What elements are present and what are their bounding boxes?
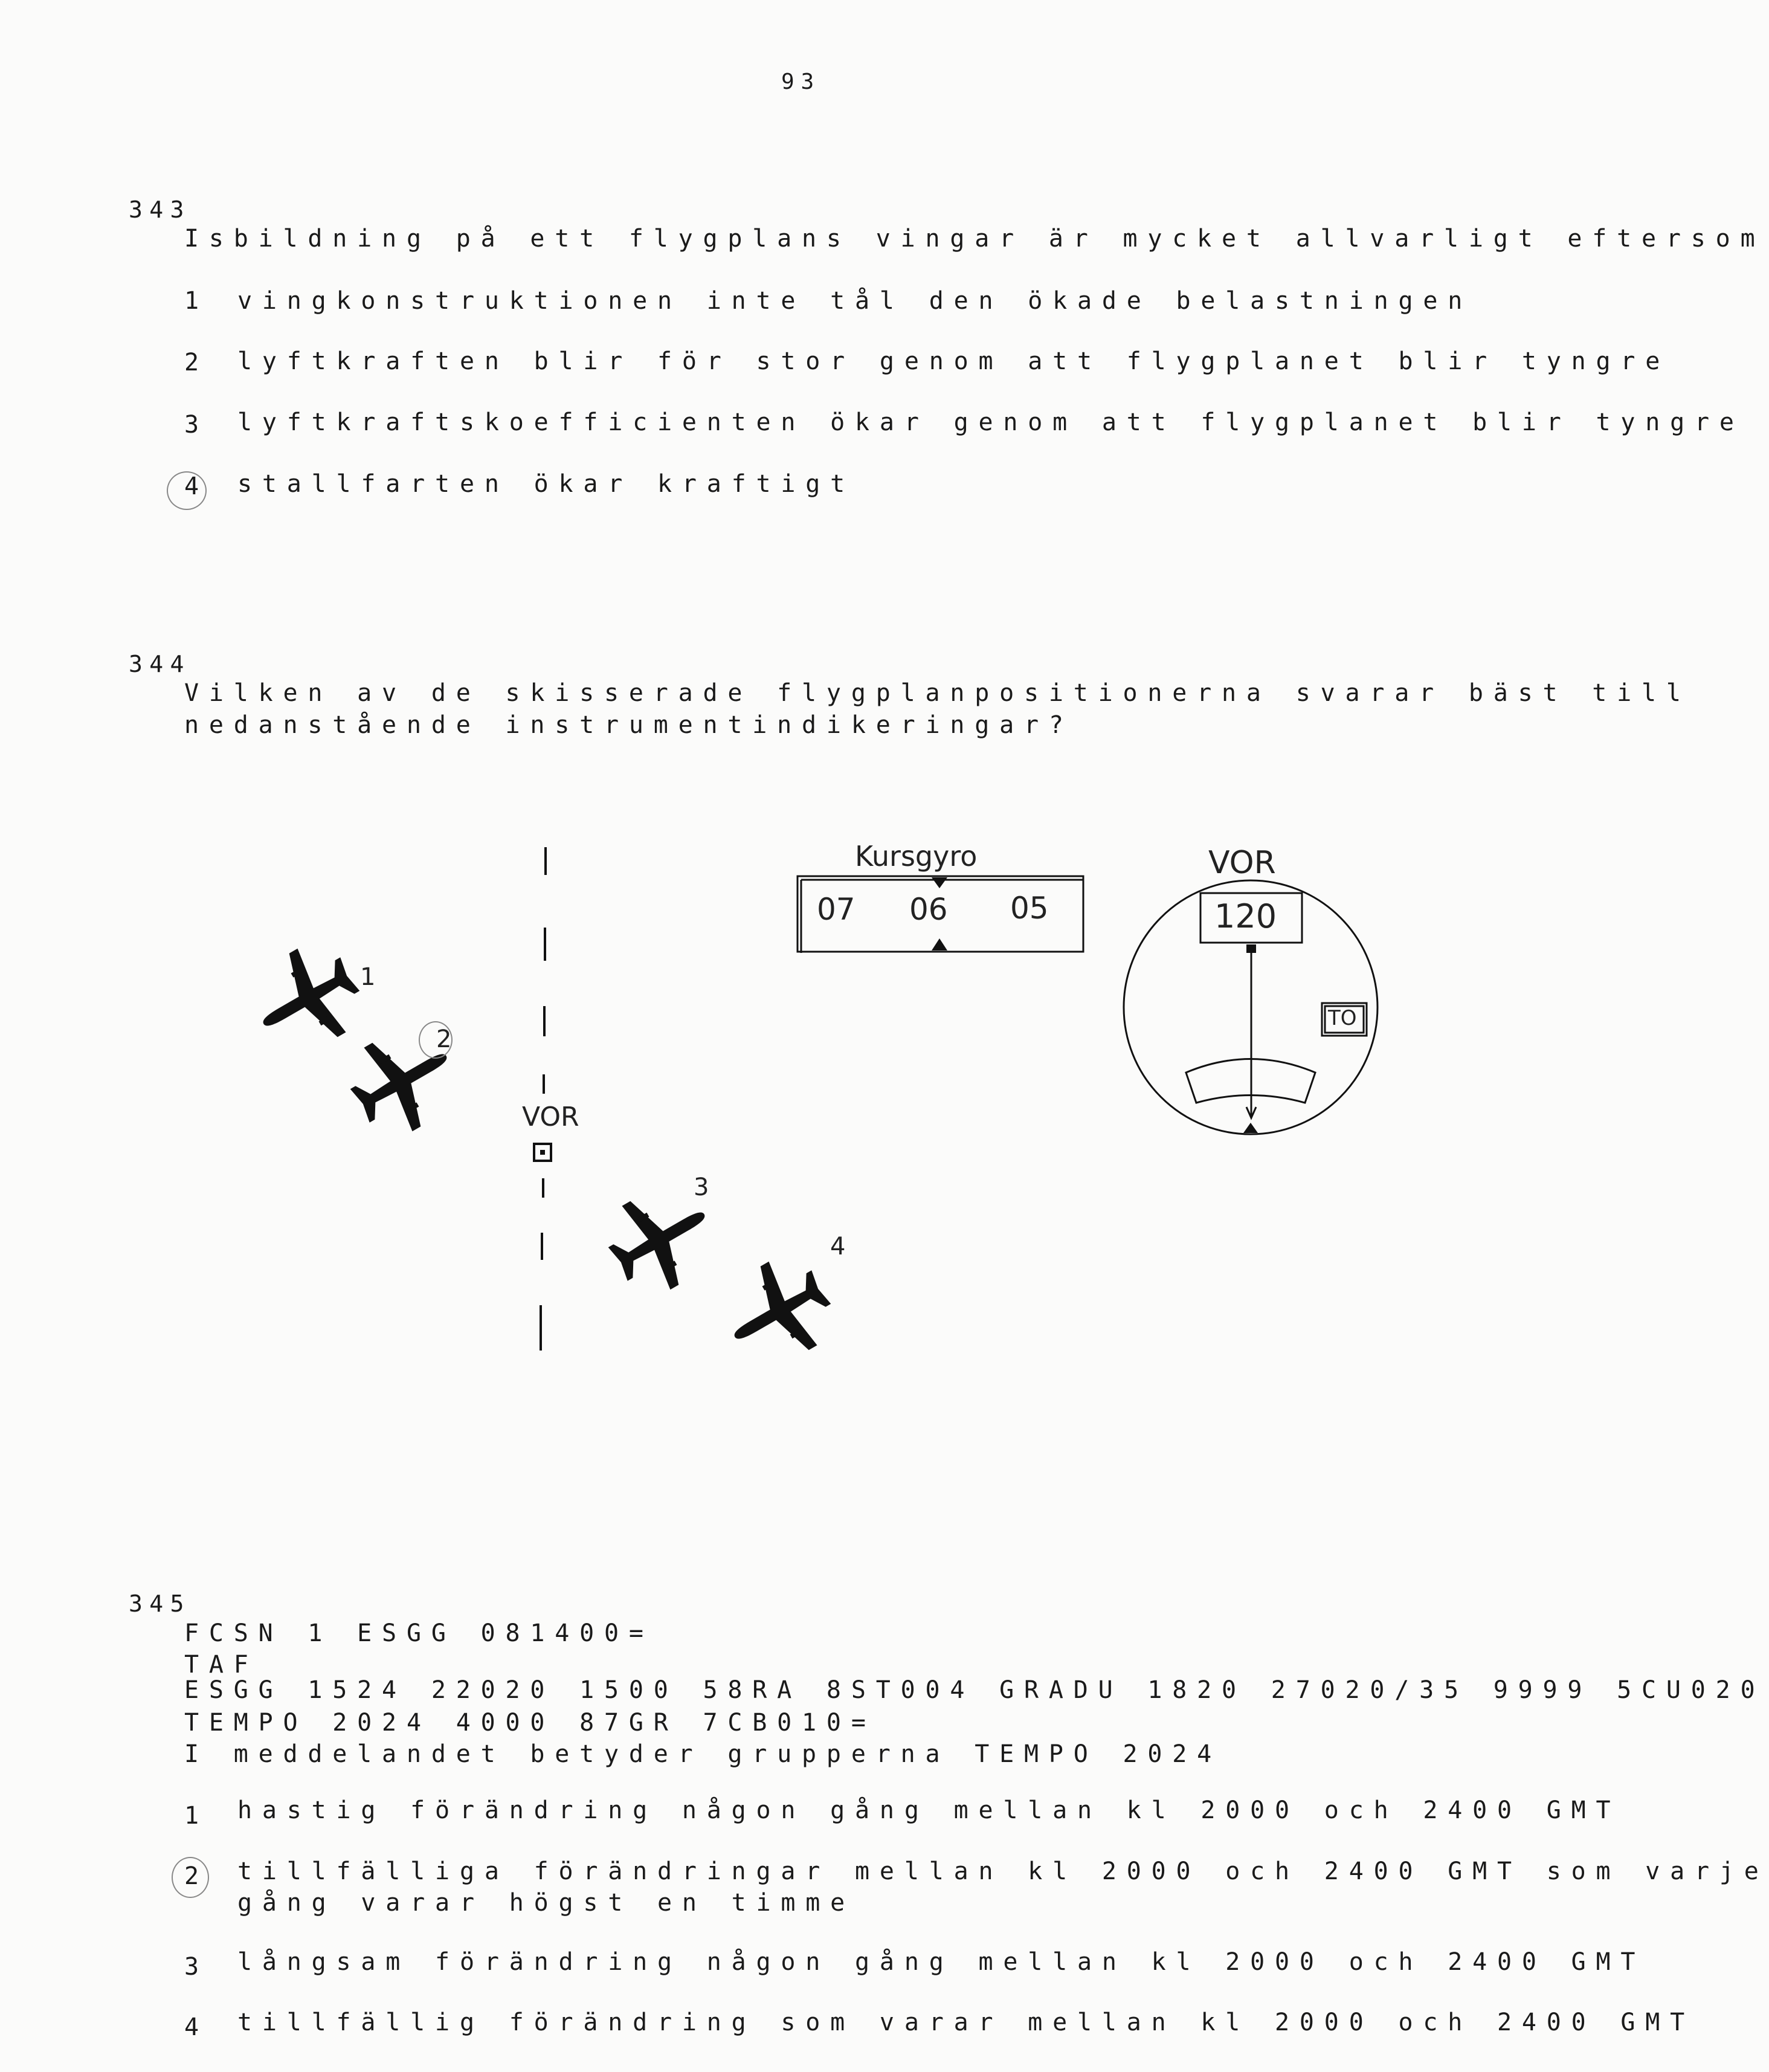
question-text-343: Isbildning på ett flygplans vingar är mycket allvarligt eftersom bbox=[184, 225, 1765, 253]
vor-to-flag: TO bbox=[1328, 1006, 1357, 1030]
option-text: stallfarten ökar kraftigt bbox=[237, 470, 856, 498]
aircraft-label-3: 3 bbox=[694, 1173, 709, 1201]
heading-gyro-value: 06 bbox=[909, 892, 948, 927]
vor-station-label: VOR bbox=[522, 1102, 579, 1132]
question-text-345: I meddelandet betyder grupperna TEMPO 2024 bbox=[184, 1740, 1222, 1768]
question-text-344-line2: nedanstående instrumentindikeringar? bbox=[184, 711, 1074, 739]
aircraft-1-icon bbox=[239, 932, 374, 1066]
option-number: 3 bbox=[184, 411, 209, 439]
taf-line: TEMPO 2024 4000 87GR 7CB010= bbox=[184, 1709, 876, 1737]
taf-line: TAF bbox=[184, 1651, 259, 1679]
option-number: 4 bbox=[184, 473, 209, 500]
aircraft-4-icon bbox=[710, 1245, 845, 1379]
question-number-343: 343 bbox=[129, 196, 191, 223]
question-number-345: 345 bbox=[129, 1590, 191, 1617]
option-number: 1 bbox=[184, 1802, 209, 1830]
option-text: lyftkraftskoefficienten ökar genom att flygplanet blir tyngre bbox=[237, 408, 1744, 436]
aircraft-label-2: 2 bbox=[436, 1025, 452, 1053]
aircraft-label-1: 1 bbox=[360, 963, 376, 991]
question-text-344: Vilken av de skisserade flygplanpositionerna svarar bäst till bbox=[184, 679, 1691, 707]
option-number: 2 bbox=[184, 349, 209, 376]
option-text: hastig förändring någon gång mellan kl 2000 och 2400 GMT bbox=[237, 1796, 1621, 1824]
option-text: lyftkraften blir för stor genom att flygplanet blir tyngre bbox=[237, 347, 1671, 375]
aircraft-label-4: 4 bbox=[830, 1233, 846, 1260]
option-text: vingkonstruktionen inte tål den ökade belastningen bbox=[237, 287, 1473, 315]
radial-dashed-line bbox=[541, 847, 546, 1351]
vor-station-icon bbox=[534, 1144, 551, 1161]
taf-line: FCSN 1 ESGG 081400= bbox=[184, 1619, 654, 1647]
option-number: 3 bbox=[184, 1953, 209, 1981]
vor-course-value: 120 bbox=[1214, 897, 1277, 935]
option-text: tillfällig förändring som varar mellan kl 2000 och 2400 GMT bbox=[237, 2009, 1695, 2036]
option-number: 2 bbox=[184, 1862, 209, 1890]
heading-gyro-title: Kursgyro bbox=[855, 840, 978, 873]
option-text: långsam förändring någon gång mellan kl 2000 och 2400 GMT bbox=[237, 1948, 1646, 1976]
option-text: tillfälliga förändringar mellan kl 2000 och 2400 GMT som varje bbox=[237, 1857, 1769, 1885]
question-number-344: 344 bbox=[129, 651, 191, 677]
taf-line: ESGG 1524 22020 1500 58RA 8ST004 GRADU 1820 27020/35 9999 5CU020 bbox=[184, 1676, 1765, 1704]
option-number: 1 bbox=[184, 287, 209, 315]
heading-gyro-value: 05 bbox=[1010, 891, 1049, 926]
vor-indicator-title: VOR bbox=[1208, 845, 1276, 881]
option-number: 4 bbox=[184, 2013, 209, 2041]
heading-gyro-value: 07 bbox=[817, 892, 856, 927]
page-number: 93 bbox=[781, 69, 820, 94]
option-text-continued: gång varar högst en timme bbox=[237, 1889, 856, 1917]
